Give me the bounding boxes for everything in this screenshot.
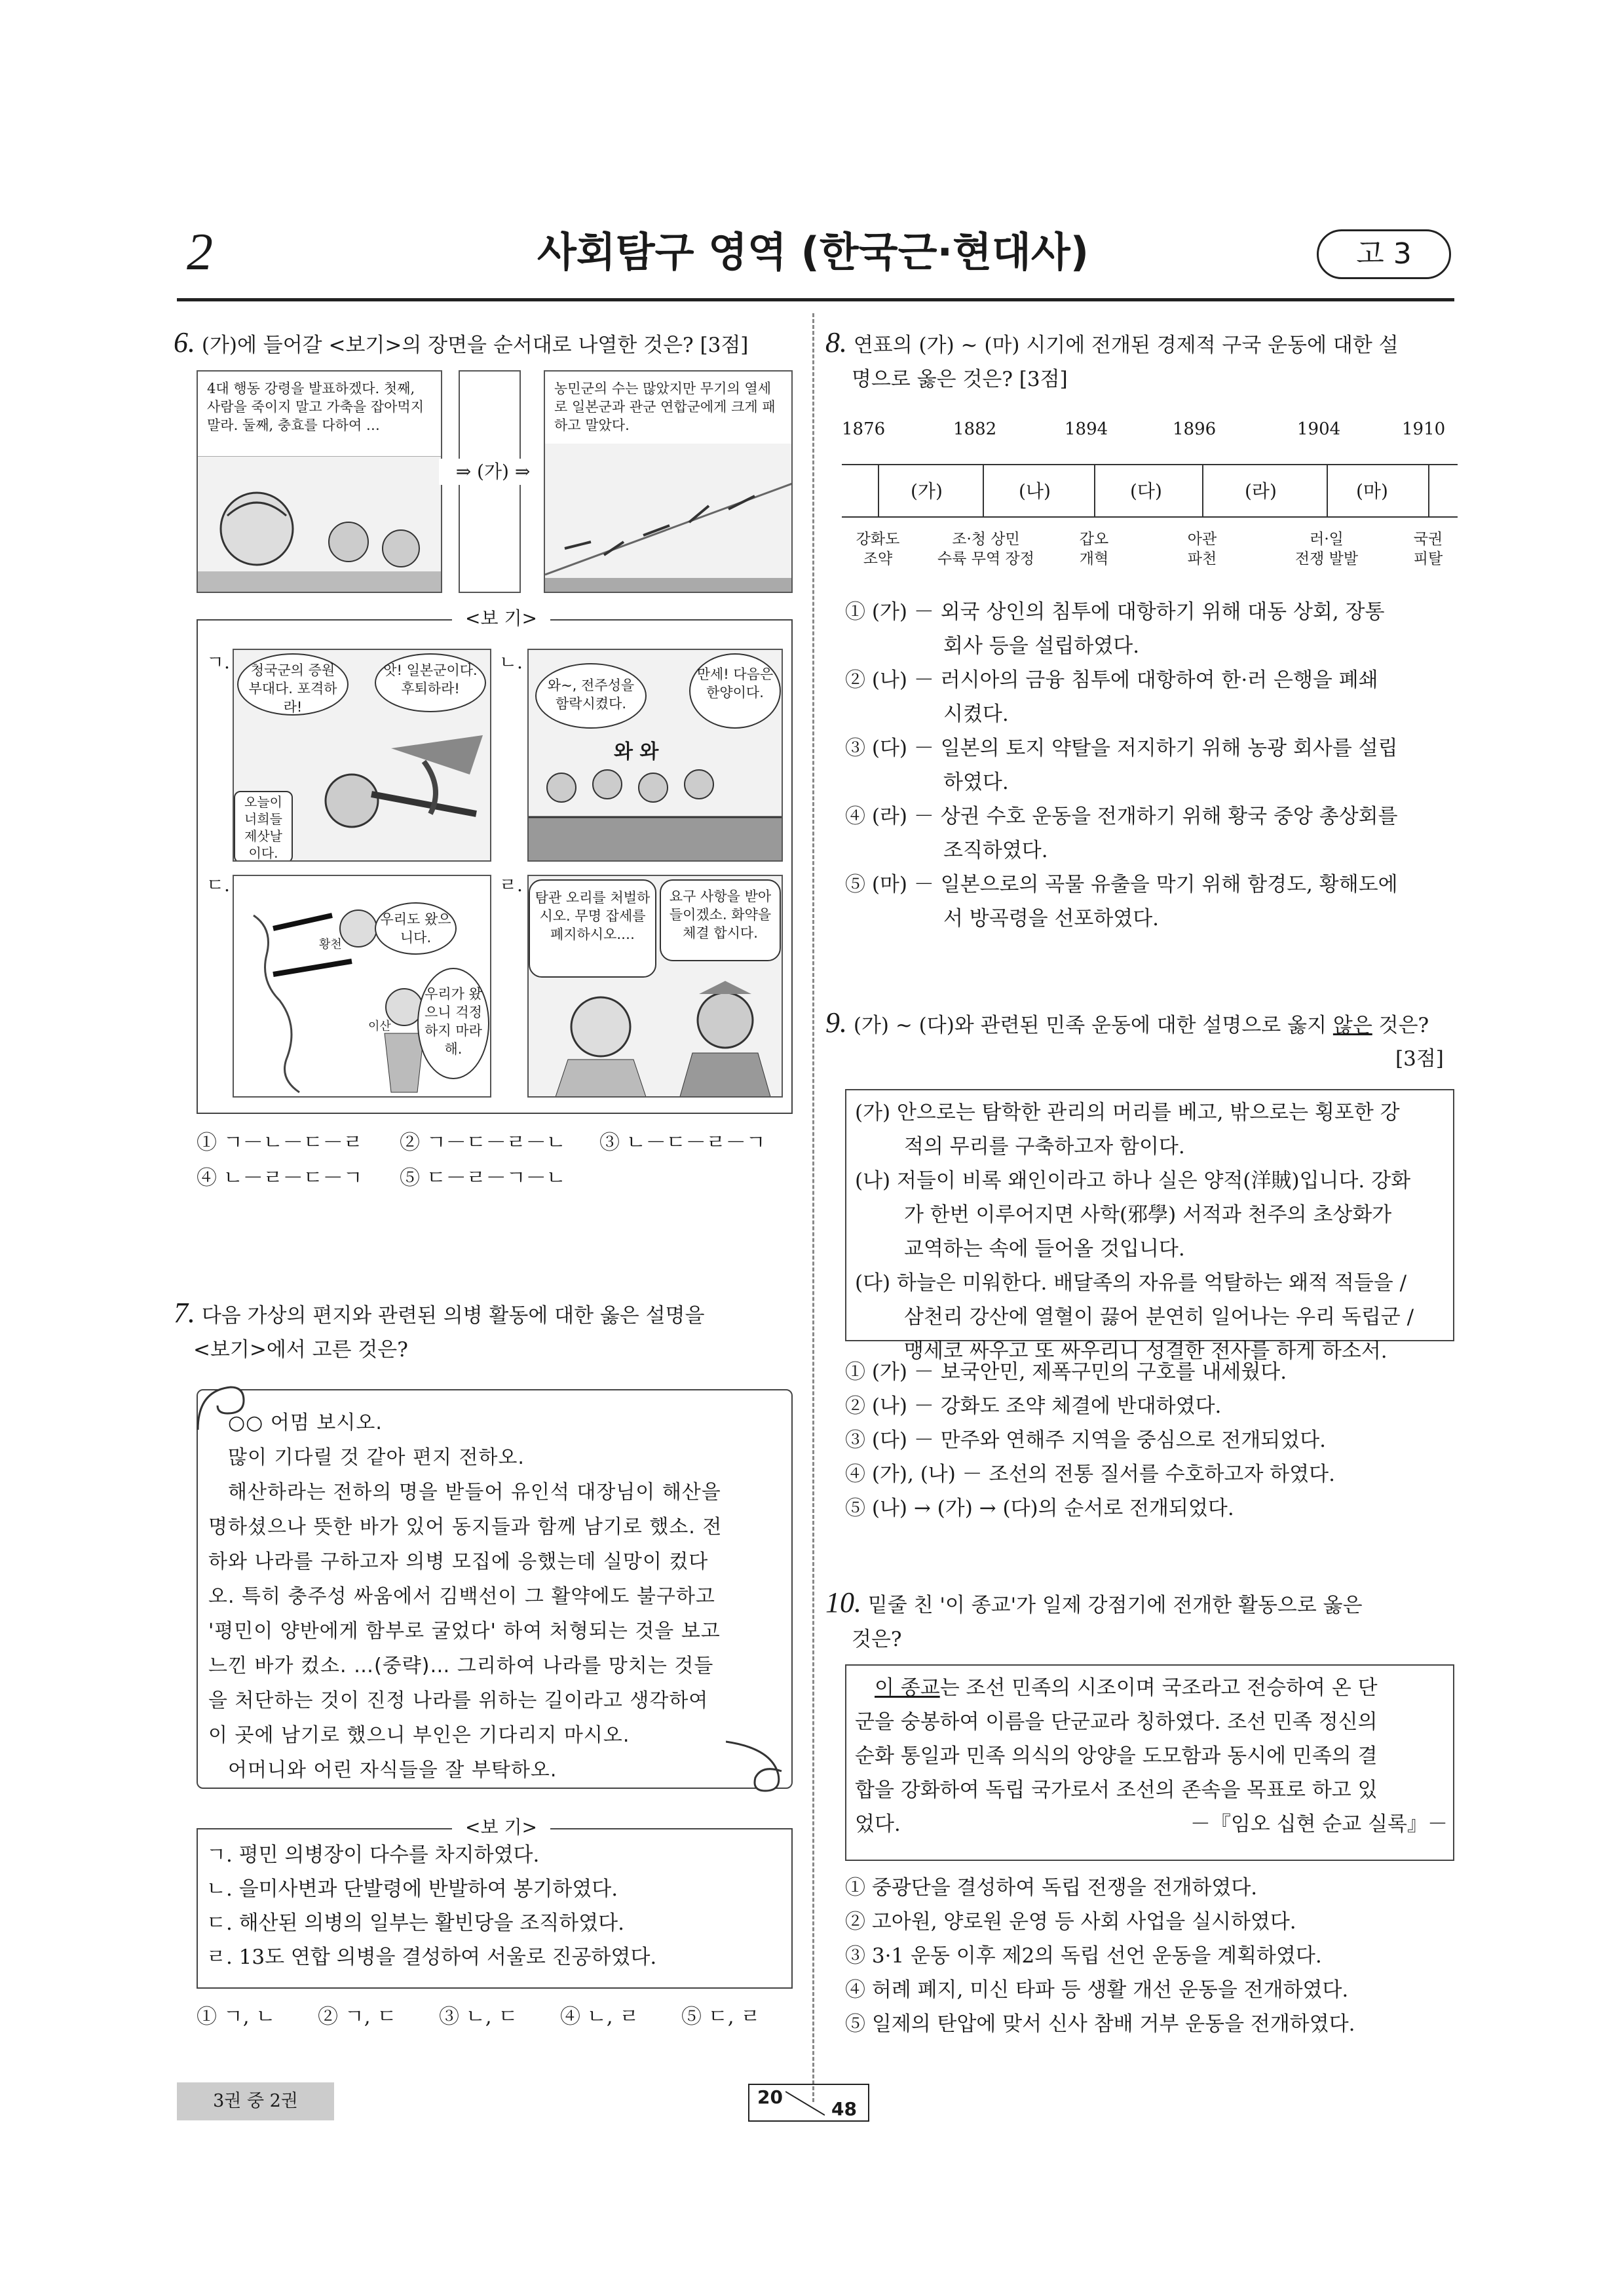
volume-badge [177, 2082, 334, 2120]
page-title: 사회탐구 영역 (한국근·현대사) [537, 228, 1089, 276]
q8-option-4[interactable]: ④ (라) － 상권 수호 운동을 전개하기 위해 황국 중앙 총상회를 조직하였다. [845, 805, 1398, 862]
q8-tick [1094, 464, 1095, 518]
q6-label-r: ㄹ. [499, 874, 523, 896]
q7-letter-line: ○○ 어멈 보시오. [228, 1411, 383, 1434]
q8-event: 조·청 상민 수륙 무역 장정 [937, 531, 1034, 567]
grade-label: 고 3 [1356, 237, 1412, 271]
q10-option-4[interactable]: ④ 허례 폐지, 미신 타파 등 생활 개선 운동을 전개하였다. [845, 1978, 1349, 2002]
q8-period: (다) [1130, 480, 1162, 502]
q6-panel-g [233, 649, 491, 862]
q7-letter-line: 명하셨으나 뜻한 바가 있어 동지들과 함께 남기로 했소. 전 [208, 1516, 723, 1539]
q8-year: 1896 [1173, 419, 1217, 439]
q8-year: 1882 [953, 419, 997, 439]
q7-option-2[interactable]: ② ㄱ, ㄷ [318, 2005, 397, 2029]
q9-option-3[interactable]: ③ (다) － 만주와 연해주 지역을 중심으로 전개되었다. [845, 1428, 1326, 1452]
q6-n-bubble2: 만세! 다음은 한양이다. [689, 653, 781, 729]
q6-r-illustration [529, 981, 783, 1098]
q7-letter-line: 많이 기다릴 것 같아 편지 전하오. [228, 1446, 525, 1469]
q7-bogi-title: <보 기> [452, 1810, 550, 1845]
q6-option-3[interactable]: ③ ㄴ－ㄷ－ㄹ－ㄱ [599, 1131, 766, 1155]
q9-option-2[interactable]: ② (나) － 강화도 조약 체결에 반대하였다. [845, 1394, 1222, 1418]
q8-option-5[interactable]: ⑤ (마) － 일본으로의 곡물 유출을 막기 위해 함경도, 황해도에 서 방곡령을 선포하였다. [845, 873, 1398, 930]
q6-g-bubble2: 앗! 일본군이다. 후퇴하라! [375, 653, 486, 712]
page-number: 2 [187, 223, 213, 281]
volume-label: 3권 중 2권 [213, 2091, 298, 2111]
q6-n-bubble1: 와~, 전주성을 함락시켰다. [535, 663, 647, 729]
q8-year: 1904 [1297, 419, 1341, 439]
q7-options [197, 2000, 760, 2034]
q8-period: (라) [1245, 480, 1277, 502]
q7-stem: 7. 다음 가상의 편지와 관련된 의병 활동에 대한 옳은 설명을 <보기>에서 고른 것은? [174, 1297, 705, 1362]
q8-option-2[interactable]: ② (나) － 러시아의 금융 침투에 대항하여 한·러 은행을 폐쇄 시켰다. [845, 668, 1378, 726]
q6-d-place1: 황천 [319, 938, 342, 951]
q6-d-bubble1: 우리도 왔으니다. [375, 902, 457, 955]
q6-panel-n [527, 649, 783, 862]
q6-d-place2: 이산 [368, 1020, 391, 1033]
q10-underlined-term: 이 종교 [875, 1676, 940, 1700]
q7-letter-text [208, 1406, 785, 1788]
q6-panel3 [544, 370, 793, 593]
q8-period: (마) [1356, 480, 1388, 502]
current-page: 20 [757, 2086, 783, 2108]
q9-score: [3점] [1395, 1047, 1444, 1071]
q6-g-bubble1: 청국군의 증원 부대다. 포격하라! [237, 653, 349, 716]
q9-source-item: (가) 안으로는 탐학한 관리의 머리를 베고, 밖으로는 횡포한 강 적의 무리를 구축하고자 함이다. [855, 1101, 1400, 1158]
q8-event: 강화도 조약 [856, 531, 900, 567]
q7-option-3[interactable]: ③ ㄴ, ㄷ [439, 2005, 518, 2029]
q7-letter-line: 이 곳에 남기로 했으니 부인은 기다리지 마시오. [208, 1724, 630, 1747]
q6-option-5[interactable]: ⑤ ㄷ－ㄹ－ㄱ－ㄴ [400, 1166, 566, 1190]
q8-tick [1327, 464, 1328, 518]
q10-options [845, 1871, 1458, 2041]
q9-stem: 9. (가) ~ (다)와 관련된 민족 운동에 대한 설명으로 옳지 않은 것은? [825, 1006, 1429, 1039]
header-rule [177, 298, 1454, 301]
q7-bogi-item: ㄹ. 13도 연합 의병을 결성하여 서울로 진공하였다. [206, 1945, 657, 1969]
q8-event: 아관 파천 [1187, 531, 1217, 567]
q6-panel3-illustration [545, 444, 793, 593]
q7-bogi-list [206, 1838, 783, 1974]
q7-bogi-item: ㄷ. 해산된 의병의 일부는 활빈당을 조직하였다. [206, 1911, 624, 1935]
q9-option-1[interactable]: ① (가) － 보국안민, 제폭구민의 구호를 내세웠다. [845, 1360, 1287, 1384]
q6-label-d: ㄷ. [206, 874, 230, 896]
q9-option-4[interactable]: ④ (가), (나) － 조선의 전통 질서를 수호하고자 하였다. [845, 1463, 1335, 1486]
q8-year: 1894 [1065, 419, 1108, 439]
q9-option-5[interactable]: ⑤ (나) → (가) → (다)의 순서로 전개되었다. [845, 1497, 1234, 1520]
q6-panel1 [197, 370, 442, 593]
q8-timeline-top-line [842, 464, 1458, 465]
q6-panel1-illustration [198, 457, 442, 593]
page-slash-icon [785, 2086, 825, 2120]
q8-stem: 8. 연표의 (가) ~ (마) 시기에 전개된 경제적 구국 운동에 대한 설 명으로 옳은 것은? [3점] [825, 326, 1399, 391]
q8-period: (나) [1019, 480, 1051, 502]
q7-letter-line: '평민이 양반에게 함부로 굴었다' 하여 처형되는 것을 보고 [208, 1620, 721, 1643]
q10-option-5[interactable]: ⑤ 일제의 탄압에 맞서 신사 참배 거부 운동을 전개하였다. [845, 2012, 1355, 2036]
q8-event: 갑오 개혁 [1079, 531, 1109, 567]
q7-option-1[interactable]: ① ㄱ, ㄴ [197, 2005, 276, 2029]
q6-option-2[interactable]: ② ㄱ－ㄷ－ㄹ－ㄴ [400, 1131, 566, 1155]
q7-letter-line: 오. 특히 충주성 싸움에서 김백선이 그 활약에도 불구하고 [208, 1585, 715, 1608]
q6-options-row1 [197, 1126, 766, 1160]
q8-tick [878, 464, 879, 518]
q6-n-illustration [529, 761, 783, 862]
q7-bogi-item: ㄴ. 을미사변과 단발령에 반발하여 봉기하였다. [206, 1877, 618, 1901]
q6-options-row2 [197, 1161, 566, 1195]
q6-label-g: ㄱ. [206, 651, 230, 673]
q8-timeline-bottom-line [842, 516, 1458, 518]
q6-r-bubble1: 탐관 오리를 처벌하시오. 무명 잡세를 폐지하시오.… [529, 879, 656, 978]
q6-r-bubble2: 요구 사항을 받아들이겠소. 화약을 체결 합시다. [660, 879, 781, 961]
q6-d-bubble2: 우리가 왔으니 걱정하지 마라 해. [417, 968, 489, 1079]
q10-option-1[interactable]: ① 중광단을 결성하여 독립 전쟁을 전개하였다. [845, 1876, 1258, 1900]
q9-source-item: (다) 하늘은 미워한다. 배달족의 자유를 억탈하는 왜적 적들을 / 삼천리 강산에 열혈이 끓어 분연히 일어나는 우리 독립군 / 맹세코 싸우고 또 싸우리니 성결한 전사를 하게 하소서. [855, 1271, 1414, 1363]
q7-letter-line: 을 처단하는 것이 진정 나라를 위하는 길이라고 생각하여 [208, 1689, 709, 1712]
q8-period: (가) [911, 480, 943, 502]
q8-event: 국권 피탈 [1413, 531, 1443, 567]
q8-year: 1876 [842, 419, 886, 439]
q7-letter-line: 느낀 바가 컸소. …(중략)… 그리하여 나라를 망치는 것들 [208, 1655, 714, 1677]
q8-timeline [842, 419, 1458, 583]
q9-source-item: (나) 저들이 비록 왜인이라고 하나 실은 양적(洋賊)입니다. 강화 가 한번 이루어지면 사학(邪學) 서적과 천주의 초상화가 교역하는 속에 들어올 것입니다. [855, 1169, 1411, 1261]
q6-option-1[interactable]: ① ㄱ－ㄴ－ㄷ－ㄹ [197, 1131, 363, 1155]
q6-middle-arrows: ⇒ (가) ⇒ [439, 459, 547, 485]
q6-g-illustration [293, 722, 489, 860]
q10-option-2[interactable]: ② 고아원, 양로원 운영 등 사회 사업을 실시하였다. [845, 1910, 1296, 1934]
q8-year: 1910 [1402, 419, 1446, 439]
q7-option-5[interactable]: ⑤ ㄷ, ㄹ [681, 2005, 761, 2029]
q7-bogi-item: ㄱ. 평민 의병장이 다수를 차지하였다. [206, 1843, 540, 1867]
q6-panel-d [233, 875, 491, 1098]
q10-source-citation: －『임오 십현 순교 실록』－ [1190, 1812, 1448, 1836]
q7-option-4[interactable]: ④ ㄴ, ㄹ [560, 2005, 639, 2029]
q8-options [845, 595, 1458, 936]
q8-tick [1202, 464, 1203, 518]
total-pages: 48 [831, 2098, 857, 2120]
q6-option-4[interactable]: ④ ㄴ－ㄹ－ㄷ－ㄱ [197, 1166, 363, 1190]
q6-n-shout: 와 와 [614, 740, 659, 763]
column-divider [812, 313, 814, 2102]
q8-option-1[interactable]: ① (가) － 외국 상인의 침투에 대항하기 위해 대동 상회, 장통 회사 등을 설립하였다. [845, 600, 1385, 658]
q6-stem: 6. (가)에 들어갈 <보기>의 장면을 순서대로 나열한 것은? [3점] [174, 326, 749, 358]
q7-letter-line: 어머니와 어린 자식들을 잘 부탁하오. [228, 1759, 557, 1782]
q8-event: 러·일 전쟁 발발 [1294, 531, 1359, 567]
q6-bogi-title: <보 기> [452, 602, 550, 636]
q6-panel-r [527, 875, 783, 1098]
q9-options [845, 1355, 1458, 1525]
q8-tick [983, 464, 984, 518]
q10-option-3[interactable]: ③ 3·1 운동 이후 제2의 독립 선언 운동을 계획하였다. [845, 1944, 1322, 1968]
q7-letter-line: 해산하라는 전하의 명을 받들어 유인석 대장님이 해산을 [228, 1481, 721, 1504]
q6-label-n: ㄴ. [499, 651, 523, 673]
q6-panel1-text: 4대 행동 강령을 발표하겠다. 첫째, 사람을 죽이지 말고 가축을 잡아먹지 말라. 둘째, 충효를 다하여 … [198, 372, 441, 457]
q9-source-text [855, 1096, 1448, 1368]
q10-stem: 10. 밑줄 친 '이 종교'가 일제 강점기에 전개한 활동으로 옳은 것은? [825, 1586, 1363, 1651]
q10-source-text: 이 종교는 조선 민족의 시조이며 국조라고 전승하여 온 단 군을 숭봉하여 이름을 단군교라 칭하였다. 조선 민족 정신의 순화 통일과 민족 의식의 앙양을 도모함과 동시에 민족의 결 합을 강화하여 독립 국가로서 조선의 존속을 목표로 하고 있 었다. －『임오 십현 순교 실록』－ [855, 1671, 1448, 1841]
page-counter [748, 2084, 869, 2122]
grade-badge [1317, 229, 1451, 279]
q6-panel3-text: 농민군의 수는 많았지만 무기의 열세로 일본군과 관군 연합군에게 크게 패하고 말았다. [545, 372, 791, 444]
q7-letter-line: 하와 나라를 구하고자 의병 모집에 응했는데 실망이 컸다 [208, 1550, 709, 1573]
q8-tick [1428, 464, 1429, 518]
q8-option-3[interactable]: ③ (다) － 일본의 토지 약탈을 저지하기 위해 농광 회사를 설립 하였다. [845, 737, 1398, 794]
q6-g-bubble3: 오늘이 너희들 제삿날 이다. [234, 791, 293, 862]
